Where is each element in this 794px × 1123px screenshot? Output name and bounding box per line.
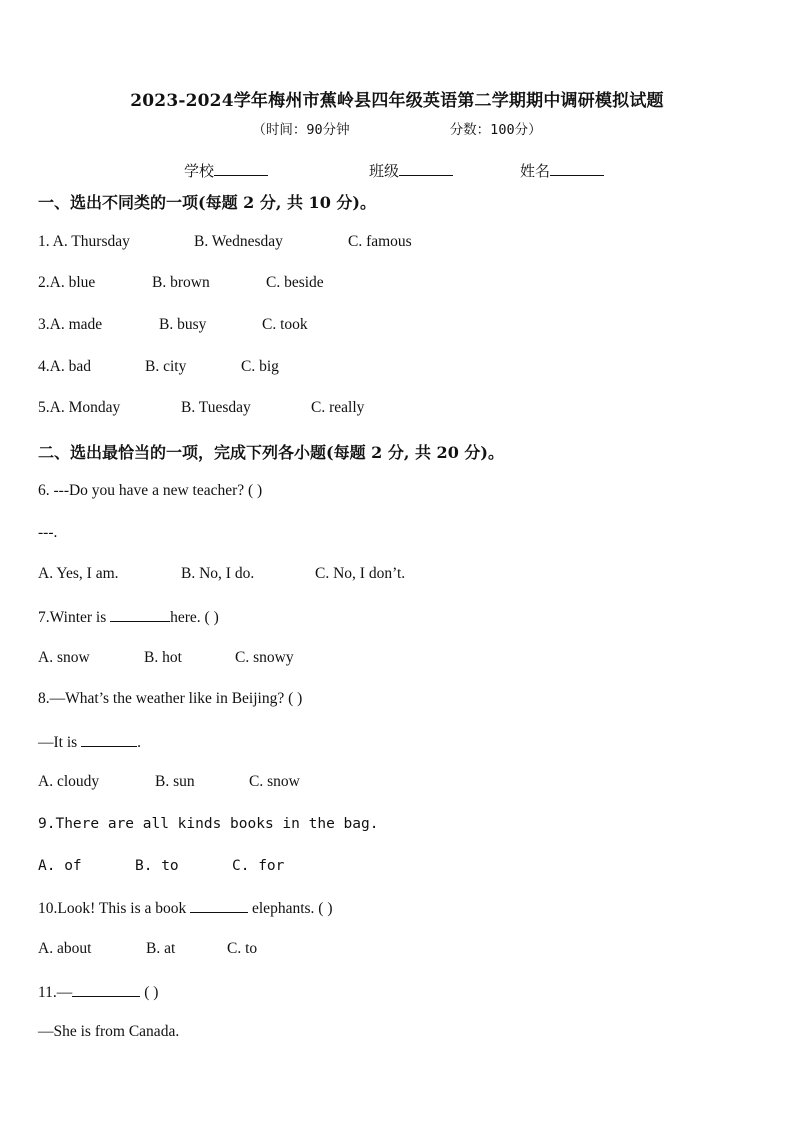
q7-blank[interactable] bbox=[110, 607, 170, 622]
q7-option-a: A. snow bbox=[38, 649, 90, 666]
q3-option-a: 3.A. made bbox=[38, 316, 103, 333]
question-9-options bbox=[38, 858, 284, 874]
q6-option-c: C. No, I don’t. bbox=[315, 565, 406, 582]
q4-option-a: 4.A. bad bbox=[38, 358, 91, 375]
q9-option-c: C. for bbox=[232, 858, 285, 874]
question-10-stem: 10.Look! This is a book elephants. ( ) bbox=[38, 900, 333, 917]
question-7-options bbox=[38, 649, 294, 667]
question-3 bbox=[38, 316, 308, 334]
exam-meta bbox=[0, 118, 794, 138]
question-7-stem: 7.Winter is here. ( ) bbox=[38, 609, 219, 626]
question-11-answer: —She is from Canada. bbox=[38, 1023, 180, 1040]
class-field: 班级 bbox=[369, 160, 453, 181]
q1-option-b: B. Wednesday bbox=[194, 233, 283, 250]
q1-option-c: C. famous bbox=[348, 233, 412, 250]
question-2 bbox=[38, 274, 324, 292]
question-8-answer: —It is . bbox=[38, 734, 141, 751]
question-5 bbox=[38, 399, 364, 417]
section-1-heading: 一、选出不同类的一项(每题 2 分, 共 10 分)。 bbox=[38, 193, 376, 212]
question-9-stem: 9.There are all kinds books in the bag. bbox=[38, 816, 379, 832]
q4-option-c: C. big bbox=[241, 358, 279, 375]
q6-option-a: A. Yes, I am. bbox=[38, 565, 119, 582]
q3-option-b: B. busy bbox=[159, 316, 207, 333]
page-title: 2023-2024学年梅州市蕉岭县四年级英语第二学期期中调研模拟试题 bbox=[130, 91, 664, 111]
q10-blank[interactable] bbox=[190, 898, 248, 913]
q1-option-a: 1. A. Thursday bbox=[38, 233, 130, 250]
q2-option-b: B. brown bbox=[152, 274, 210, 291]
question-1 bbox=[38, 233, 412, 251]
q10-option-c: C. to bbox=[227, 940, 258, 957]
q5-option-b: B. Tuesday bbox=[181, 399, 251, 416]
section-2-heading: 二、选出最恰当的一项，完成下列各小题(每题 2 分, 共 20 分)。 bbox=[38, 443, 504, 462]
q2-option-c: C. beside bbox=[266, 274, 324, 291]
question-6-answer: ---. bbox=[38, 524, 58, 541]
question-6-options bbox=[38, 565, 405, 583]
q5-option-a: 5.A. Monday bbox=[38, 399, 121, 416]
q11-blank[interactable] bbox=[72, 982, 140, 997]
q9-option-b: B. to bbox=[135, 858, 179, 874]
school-blank[interactable] bbox=[214, 162, 268, 176]
question-8-stem: 8.—What’s the weather like in Beijing? ( ) bbox=[38, 690, 303, 707]
total-score: 分数：100分） bbox=[449, 122, 542, 138]
time-limit: （时间：90分钟 bbox=[252, 122, 350, 138]
name-blank[interactable] bbox=[550, 162, 604, 176]
q7-option-c: C. snowy bbox=[235, 649, 294, 666]
q6-option-b: B. No, I do. bbox=[181, 565, 255, 582]
q10-option-a: A. about bbox=[38, 940, 92, 957]
q10-option-b: B. at bbox=[146, 940, 176, 957]
question-6-stem: 6. ---Do you have a new teacher? ( ) bbox=[38, 482, 263, 499]
q9-option-a: A. of bbox=[38, 858, 82, 874]
q8-blank[interactable] bbox=[81, 732, 137, 747]
q4-option-b: B. city bbox=[145, 358, 187, 375]
name-field: 姓名 bbox=[520, 160, 604, 181]
q7-option-b: B. hot bbox=[144, 649, 182, 666]
q8-option-a: A. cloudy bbox=[38, 773, 100, 790]
question-10-options bbox=[38, 940, 257, 958]
school-field: 学校 bbox=[184, 160, 268, 181]
q8-option-c: C. snow bbox=[249, 773, 300, 790]
q3-option-c: C. took bbox=[262, 316, 308, 333]
q8-option-b: B. sun bbox=[155, 773, 195, 790]
q2-option-a: 2.A. blue bbox=[38, 274, 96, 291]
class-blank[interactable] bbox=[399, 162, 453, 176]
question-11-stem: 11.— ( ) bbox=[38, 984, 159, 1001]
question-8-options bbox=[38, 773, 300, 791]
q5-option-c: C. really bbox=[311, 399, 365, 416]
question-4 bbox=[38, 358, 279, 376]
